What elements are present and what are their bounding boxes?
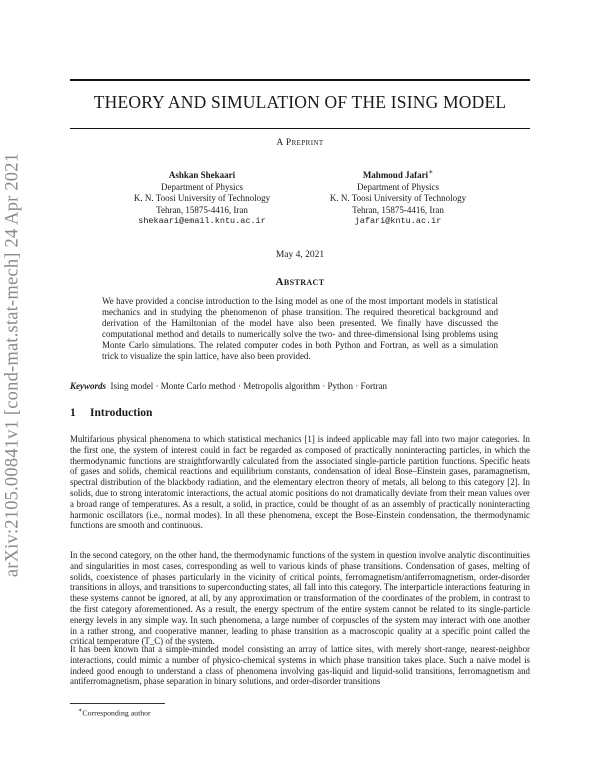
author-university: K. N. Toosi University of Technology (329, 193, 467, 203)
footnote-marker: ∗ (78, 707, 83, 714)
intro-paragraph-3: It has been known that a simple-minded model consisting an array of lattice sites, with merely short-range, nearest-neighbor interactions, could mimic a number of physico-chemical systems in which phase transition takes place. Such a naive model is indeed good enough to understand a class of phenomena involving gas-liquid and liquid-solid transitions, ferromagnetism and antiferromagnetism, phase separation in binary solutions, and order-disorder transitions (70, 644, 530, 687)
keywords-text: Ising model · Monte Carlo method · Metropolis algorithm · Python · Fortran (110, 381, 387, 391)
arxiv-sidebar (2, 130, 24, 600)
footnote (78, 706, 151, 718)
author-address: Tehran, 15875-4416, Iran (156, 204, 248, 215)
abstract-heading: Abstract (275, 276, 325, 288)
abstract-text: We have provided a concise introduction to the Ising model as one of the most important models in statistical mechanics and in studying the phenomenon of phase transition. The required theoretical background and derivation of the Hamiltonian of the model have also been presented. We finally have discussed the computational method and details to numerically solve the two- and three-dimensional Ising problems using Monte Carlo simulations. The related computer codes in both Python and Fortran, as well as a simulation trick to visualize the spin lattice, have also been provided. (102, 296, 498, 361)
author-name: Ashkan Shekaari (168, 170, 236, 180)
arxiv-identifier: arXiv:2105.00841v1 [cond-mat.stat-mech] 24 Apr 2021 (2, 152, 23, 578)
author-address: Tehran, 15875-4416, Iran (352, 204, 444, 215)
section-title: Introduction (90, 407, 153, 419)
title-segment-1: T (93, 92, 105, 112)
publication-date: May 4, 2021 (275, 250, 325, 260)
footnote-text: Corresponding author (82, 708, 151, 718)
title-top-rule (70, 79, 530, 81)
preprint-label: A Preprint (276, 138, 324, 148)
author-block-2 (298, 166, 498, 228)
title-segment-2: HEORY AND SIMULATION OF THE (104, 92, 391, 112)
title-segment-3: I (390, 92, 397, 112)
author-email[interactable]: jafari@kntu.ac.ir (354, 216, 442, 226)
section-number: 1 (70, 407, 76, 419)
author-name: Mahmoud Jafari (362, 170, 429, 180)
paper-title (70, 92, 530, 113)
corresponding-author-marker: ∗ (428, 167, 434, 176)
author-email[interactable]: shekaari@email.kntu.ac.ir (138, 216, 266, 226)
author-block-1 (102, 166, 302, 228)
footnote-rule (70, 703, 165, 704)
keywords-line (70, 381, 530, 392)
author-department: Department of Physics (357, 181, 439, 192)
section-heading (70, 407, 152, 419)
intro-paragraph-1: Multifarious physical phenomena to which statistical mechanics [1] is indeed applicable may fall into two major categories. In the first one, the system of interest could in fact be regarded as composed of practically noninteracting particles, in which the thermodynamic functions are straightforwardly calculated from the associated single-particle partition functions. Specific heats of gases and solids, chemical reactions and equilibrium constants, condensation of ideal Bose–Einstein gases, paramagnetism, spectral distribution of the blackbody radiation, and the elementary electron theory of metals, all belong to this category [2]. In solids, due to strong interatomic interactions, the actual atomic positions do not dramatically deviate from their mean values over a broad range of temperatures. As a result, a solid, in practice, could be thought of as an assembly of practically noninteracting harmonic oscillators (i.e., normal modes). In all these phenomena, except the Bose-Einstein condensation, the thermodynamic functions are smooth and continuous. (70, 434, 530, 531)
author-department: Department of Physics (161, 181, 243, 192)
author-university: K. N. Toosi University of Technology (133, 193, 271, 203)
keywords-label: Keywords (70, 381, 106, 391)
title-bottom-rule (70, 128, 530, 129)
title-segment-4: SING MODEL (396, 92, 507, 112)
intro-paragraph-2: In the second category, on the other hand, the thermodynamic functions of the system in question involve analytic discontinuities and singularities in most cases, corresponding as well to various kinds of phase transitions. Condensation of gases, melting of solids, coexistence of phases particularly in the vicinity of critical points, ferromagnetism/antiferromagnetism, order-disorder transitions in alloys, and transitions to superconducting states, all fall into this category. The interparticle interactions featuring in these systems cannot be ignored, at all, by any approximation or transformation of the coordinates of the problem, in contrast to the first category aforementioned. As a result, the energy spectrum of the entire system cannot be related to its single-particle energy levels in any simple way. In such phenomena, a large number of corpuscles of the system may interact with one another in a rather strong, and cooperative manner, leading to phase transition as a macroscopic quality at a specific point called the critical temperature (T_C) of the system. (70, 550, 530, 647)
